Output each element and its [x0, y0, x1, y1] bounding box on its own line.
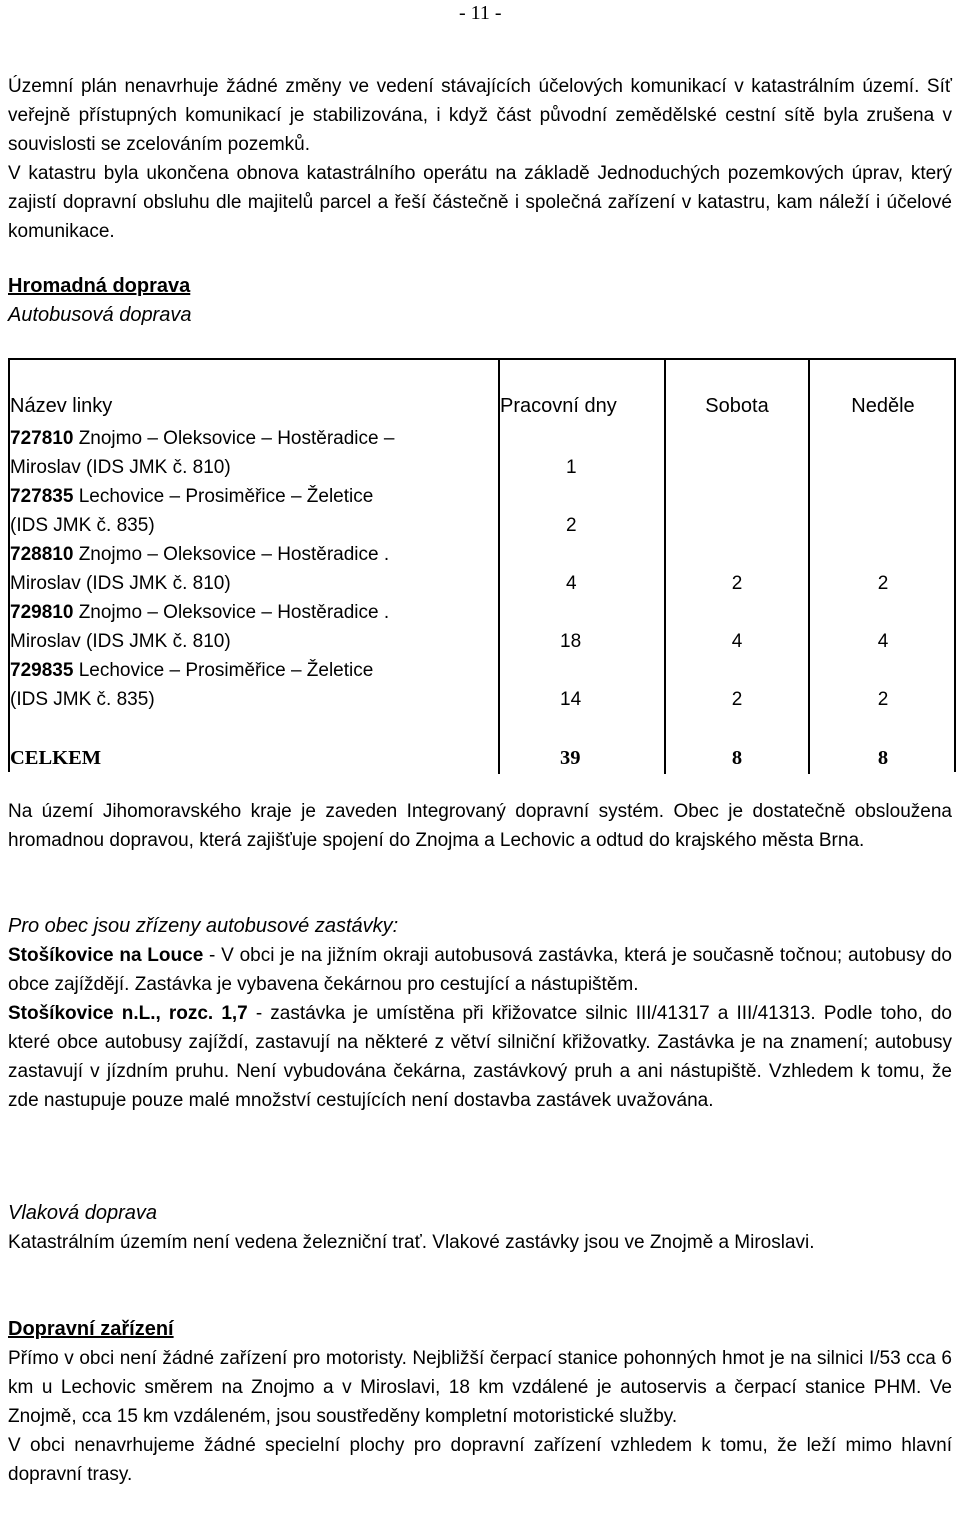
rail-heading: Vlaková doprava — [8, 1202, 157, 1224]
total-label: CELKEM — [10, 747, 102, 769]
row-weekday-value: 1 — [566, 457, 577, 478]
table-row: 729810 Znojmo – Oleksovice – Hostěradice . Miroslav (IDS JMK č. 810) — [10, 602, 390, 652]
rail-section — [8, 1199, 952, 1257]
ids-section — [8, 797, 952, 855]
col-header-saturday: Sobota — [705, 395, 769, 417]
table-row: 729835 Lechovice – Prosiměřice – Želetice (IDS JMK č. 835) — [10, 660, 374, 710]
row-saturday-value: 2 — [731, 573, 743, 594]
facilities-section — [8, 1315, 952, 1489]
bus-stop-1: Stošíkovice na Louce - V obci je na jižním okraji autobusová zastávka, která je současně točnou; autobusy do obce zajíždějí. Zastávka je vybavena čekárnou pro cestující a nástupištěm. — [8, 945, 952, 995]
total-saturday: 8 — [731, 747, 743, 769]
rail-paragraph: Katastrálním územím není vedena železniční trať. Vlakové zastávky jsou ve Znojmě a Miroslavi. — [8, 1232, 815, 1253]
intro-paragraph-roads: Územní plán nenavrhuje žádné změny ve vedení stávajících účelových komunikací v katastrálním území. Síť veřejně přístupných komunikací je stabilizována, i když část původní zemědělské cestní sítě byla zrušena v souvislosti se zcelováním pozemků. — [8, 76, 952, 155]
row-sunday-value: 2 — [877, 573, 889, 594]
bus-stop-2: Stošíkovice n.L., rozc. 1,7 - zastávka je umístěna při křižovatce silnic III/41317 a III/41313. Podle toho, do které obce autobusy zajíždí, zastavují na některé z větví silniční křižovatky. Zastávka je na znamení; autobusy zastavují v jízdním pruhu. Není vybudována čekárna, zastávkový pruh a ani nástupiště. Vzhledem k tomu, že zde nastupuje pouze malé množství cestujících není dostavba zastávek uvažována. — [8, 1003, 952, 1111]
row-weekday-value: 18 — [560, 631, 582, 652]
table-row: 727810 Znojmo – Oleksovice – Hostěradice – Miroslav (IDS JMK č. 810) — [10, 428, 395, 478]
section-heading-public-transport: Hromadná doprava — [8, 275, 191, 297]
total-sunday: 8 — [877, 747, 889, 769]
row-saturday-value: 4 — [731, 631, 743, 652]
row-weekday-value: 4 — [566, 573, 577, 594]
col-header-line-name: Název linky — [10, 395, 113, 417]
bus-lines-table — [8, 358, 956, 772]
row-sunday-value: 2 — [877, 689, 889, 710]
ids-paragraph: Na území Jihomoravského kraje je zaveden Integrovaný dopravní systém. Obec je dostatečně obsloužena hromadnou dopravou, která zajišťuje spojení do Znojma a Lechovic a odtud do krajského města Brna. — [8, 801, 952, 851]
bus-stops-section — [8, 912, 952, 1115]
total-weekday: 39 — [560, 747, 581, 769]
page-number: - 11 - — [459, 2, 502, 24]
facilities-heading: Dopravní zařízení — [8, 1318, 174, 1340]
facilities-paragraph-1: Přímo v obci není žádné zařízení pro motoristy. Nejbližší čerpací stanice pohonných hmot je na silnici I/53 cca 6 km u Lechovic směrem na Znojmo a v Miroslavi, 18 km vzdálené je autoservis a čerpací stanice PHM. Ve Znojmě, cca 15 km vzdáleném, jsou soustředěny kompletní motoristické služby. — [8, 1348, 952, 1427]
intro-paragraph-cadastre: V katastru byla ukončena obnova katastrálního operátu na základě Jednoduchých pozemkových úprav, který zajistí dopravní obsluhu dle majitelů parcel a řeší částečně i společná zařízení v katastru, kam náleží i účelové komunikace. — [8, 163, 952, 242]
facilities-paragraph-2: V obci nenavrhujeme žádné specielní plochy pro dopravní zařízení vzhledem k tomu, že leží mimo hlavní dopravní trasy. — [8, 1435, 952, 1485]
table-row: 728810 Znojmo – Oleksovice – Hostěradice . Miroslav (IDS JMK č. 810) — [10, 544, 390, 594]
public-transport-header — [8, 272, 952, 330]
col-header-sunday: Neděle — [851, 395, 915, 417]
row-saturday-value: 2 — [731, 689, 743, 710]
row-weekday-value: 14 — [560, 689, 582, 710]
col-header-weekdays: Pracovní dny — [500, 395, 617, 417]
intro-section — [8, 72, 952, 246]
subheading-bus-transport: Autobusová doprava — [8, 304, 192, 326]
bus-stops-intro: Pro obec jsou zřízeny autobusové zastávky: — [8, 915, 399, 937]
table-row: 727835 Lechovice – Prosiměřice – Želetice (IDS JMK č. 835) — [10, 486, 374, 536]
table-divider — [498, 360, 500, 774]
row-sunday-value: 4 — [877, 631, 889, 652]
row-weekday-value: 2 — [566, 515, 577, 536]
